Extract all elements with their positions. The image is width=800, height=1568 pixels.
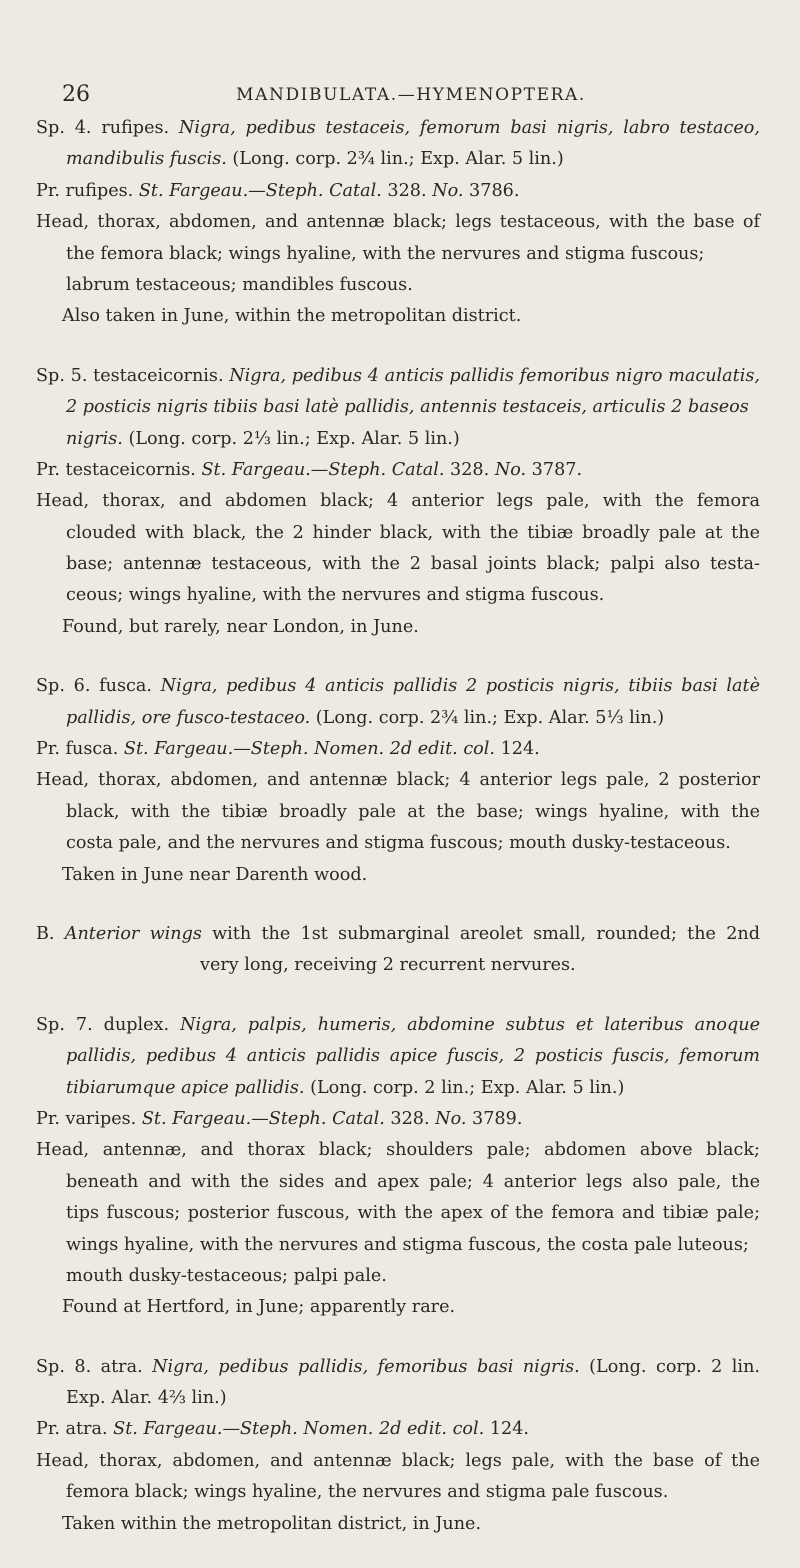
text-line: tips fuscous; posterior fuscous, with the apex of the femora and tibiæ pale;	[66, 1203, 760, 1224]
text-line: labrum testaceous; mandibles fuscous.	[66, 274, 413, 295]
text-line: tibiarumque apice pallidis. (Long. corp. 2 lin.; Exp. Alar. 5 lin.)	[66, 1077, 625, 1098]
text-line: Sp. 6. fusca. Nigra, pedibus 4 anticis pallidis 2 posticis nigris, tibiis basi latè	[36, 676, 761, 697]
text-line: mandibulis fuscis. (Long. corp. 2¾ lin.; Exp. Alar. 5 lin.)	[66, 149, 564, 170]
text-line: Head, thorax, abdomen, and antennæ black; 4 anterior legs pale, 2 posterior	[36, 770, 760, 791]
text-line: pallidis, ore fusco-testaceo. (Long. corp. 2¾ lin.; Exp. Alar. 5⅓ lin.)	[66, 707, 665, 728]
species-entry	[0, 361, 800, 644]
text-line: clouded with black, the 2 hinder black, with the tibiæ broadly pale at the	[66, 522, 760, 543]
text-line: Found at Hertford, in June; apparently rare.	[62, 1297, 456, 1318]
text-line: Pr. atra. St. Fargeau.—Steph. Nomen. 2d edit. col. 124.	[36, 1419, 530, 1440]
text-line: femora black; wings hyaline, the nervures and stigma pale fuscous.	[66, 1482, 669, 1503]
text-line: Pr. fusca. St. Fargeau.—Steph. Nomen. 2d edit. col. 124.	[36, 739, 540, 760]
text-line: Head, thorax, abdomen, and antennæ black; legs pale, with the base of the	[36, 1450, 760, 1471]
text-line: Pr. rufipes. St. Fargeau.—Steph. Catal. 328. No. 3786.	[36, 180, 520, 201]
text-line: Head, antennæ, and thorax black; shoulders pale; abdomen above black;	[36, 1140, 760, 1161]
text-line: pallidis, pedibus 4 anticis pallidis apice fuscis, 2 posticis fuscis, femorum	[66, 1046, 760, 1067]
text-line: Pr. varipes. St. Fargeau.—Steph. Catal. 328. No. 3789.	[36, 1108, 523, 1129]
species-entry	[0, 919, 800, 982]
text-line: 2 posticis nigris tibiis basi latè pallidis, antennis testaceis, articulis 2 baseos	[66, 397, 749, 418]
text-line: Taken within the metropolitan district, in June.	[62, 1513, 482, 1534]
text-line: nigris. (Long. corp. 2⅓ lin.; Exp. Alar. 5 lin.)	[66, 428, 460, 449]
page-number: 26	[62, 82, 90, 107]
text-line: Pr. testaceicornis. St. Fargeau.—Steph. Catal. 328. No. 3787.	[36, 459, 583, 480]
species-entry	[0, 1010, 800, 1324]
species-entry	[0, 671, 800, 891]
text-line: very long, receiving 2 recurrent nervures.	[200, 955, 576, 976]
text-line: beneath and with the sides and apex pale; 4 anterior legs also pale, the	[66, 1171, 760, 1192]
text-line: Sp. 4. rufipes. Nigra, pedibus testaceis, femorum basi nigris, labro testaceo,	[36, 118, 760, 138]
text-line: Head, thorax, abdomen, and antennæ black; legs testaceous, with the base of	[36, 212, 760, 233]
text-line: Exp. Alar. 4⅔ lin.)	[66, 1388, 227, 1409]
text-line: Sp. 8. atra. Nigra, pedibus pallidis, femoribus basi nigris. (Long. corp. 2 lin.	[36, 1356, 760, 1377]
species-entry	[0, 1352, 800, 1540]
text-line: wings hyaline, with the nervures and stigma fuscous, the costa pale luteous;	[66, 1234, 749, 1255]
species-entry	[0, 113, 800, 333]
text-line: Found, but rarely, near London, in June.	[62, 616, 419, 637]
text-line: Sp. 5. testaceicornis. Nigra, pedibus 4 anticis pallidis femoribus nigro maculatis,	[36, 365, 760, 386]
text-line: the femora black; wings hyaline, with the nervures and stigma fuscous;	[66, 243, 705, 264]
page-body	[0, 113, 800, 1568]
text-line: black, with the tibiæ broadly pale at the base; wings hyaline, with the	[66, 801, 760, 822]
text-line: costa pale, and the nervures and stigma fuscous; mouth dusky-testaceous.	[66, 833, 731, 854]
text-line: Also taken in June, within the metropolitan district.	[62, 306, 522, 327]
text-line: B. Anterior wings with the 1st submarginal areolet small, rounded; the 2nd	[36, 923, 760, 944]
text-line: Head, thorax, and abdomen black; 4 anterior legs pale, with the femora	[36, 491, 760, 512]
text-line: mouth dusky-testaceous; palpi pale.	[66, 1265, 387, 1286]
text-line: Taken in June near Darenth wood.	[62, 864, 368, 885]
text-line: Sp. 7. duplex. Nigra, palpis, humeris, abdomine subtus et lateribus anoque	[36, 1014, 760, 1035]
text-line: ceous; wings hyaline, with the nervures and stigma fuscous.	[66, 585, 605, 606]
page-header	[62, 82, 760, 106]
running-title: MANDIBULATA.—HYMENOPTERA.	[236, 85, 586, 105]
text-line: base; antennæ testaceous, with the 2 basal joints black; palpi also testa-	[66, 554, 760, 575]
